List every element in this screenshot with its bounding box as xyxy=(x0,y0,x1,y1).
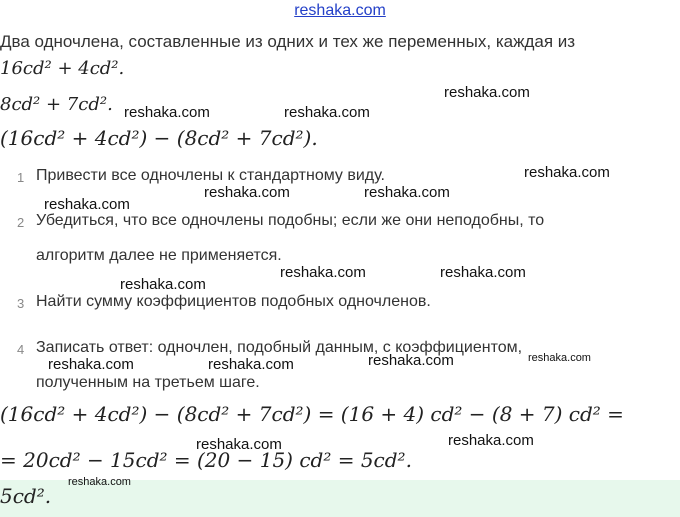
site-header-link[interactable]: reshaka.com xyxy=(294,2,386,19)
watermark: reshaka.com xyxy=(208,356,294,373)
intro-text: Два одночлена, составленные из одних и тех же переменных, каждая из xyxy=(0,32,576,51)
watermark: reshaka.com xyxy=(284,104,370,121)
step-text-continued: полученным на третьем шаге. xyxy=(36,374,260,391)
solution-line-2: = 20cd² − 15cd² = (20 − 15) cd² = 5cd². xyxy=(0,448,412,472)
watermark: reshaka.com xyxy=(364,184,450,201)
watermark: reshaka.com xyxy=(368,352,454,369)
watermark: reshaka.com xyxy=(448,432,534,449)
step-text-continued: алгоритм далее не применяется. xyxy=(36,247,282,264)
step-number: 3 xyxy=(17,296,25,311)
watermark: reshaka.com xyxy=(68,476,131,488)
step-text: Найти сумму коэффициентов подобных одночленов. xyxy=(36,293,431,310)
watermark: reshaka.com xyxy=(444,84,530,101)
expression-1: 16cd² + 4cd². xyxy=(0,58,125,79)
step-number: 2 xyxy=(17,215,25,230)
answer: 5cd². xyxy=(0,484,52,508)
watermark: reshaka.com xyxy=(196,436,282,453)
watermark: reshaka.com xyxy=(48,356,134,373)
watermark: reshaka.com xyxy=(44,196,130,213)
watermark: reshaka.com xyxy=(120,276,206,293)
step-text: Убедиться, что все одночлены подобны; если же они неподобны, то xyxy=(36,212,545,229)
watermark: reshaka.com xyxy=(204,184,290,201)
watermark: reshaka.com xyxy=(124,104,210,121)
watermark: reshaka.com xyxy=(524,164,610,181)
step-number: 1 xyxy=(17,170,25,185)
step-number: 4 xyxy=(17,342,25,357)
expression-3: (16cd² + 4cd²) − (8cd² + 7cd²). xyxy=(0,126,318,150)
watermark: reshaka.com xyxy=(528,352,591,364)
watermark: reshaka.com xyxy=(280,264,366,281)
expression-2: 8cd² + 7cd². xyxy=(0,94,113,115)
solution-line-1: (16cd² + 4cd²) − (8cd² + 7cd²) = (16 + 4) cd² − (8 + 7) cd² = xyxy=(0,402,624,426)
step-text: Записать ответ: одночлен, подобный данным, с коэффициентом, xyxy=(36,339,523,356)
step-text: Привести все одночлены к стандартному виду. xyxy=(36,167,385,184)
watermark: reshaka.com xyxy=(440,264,526,281)
